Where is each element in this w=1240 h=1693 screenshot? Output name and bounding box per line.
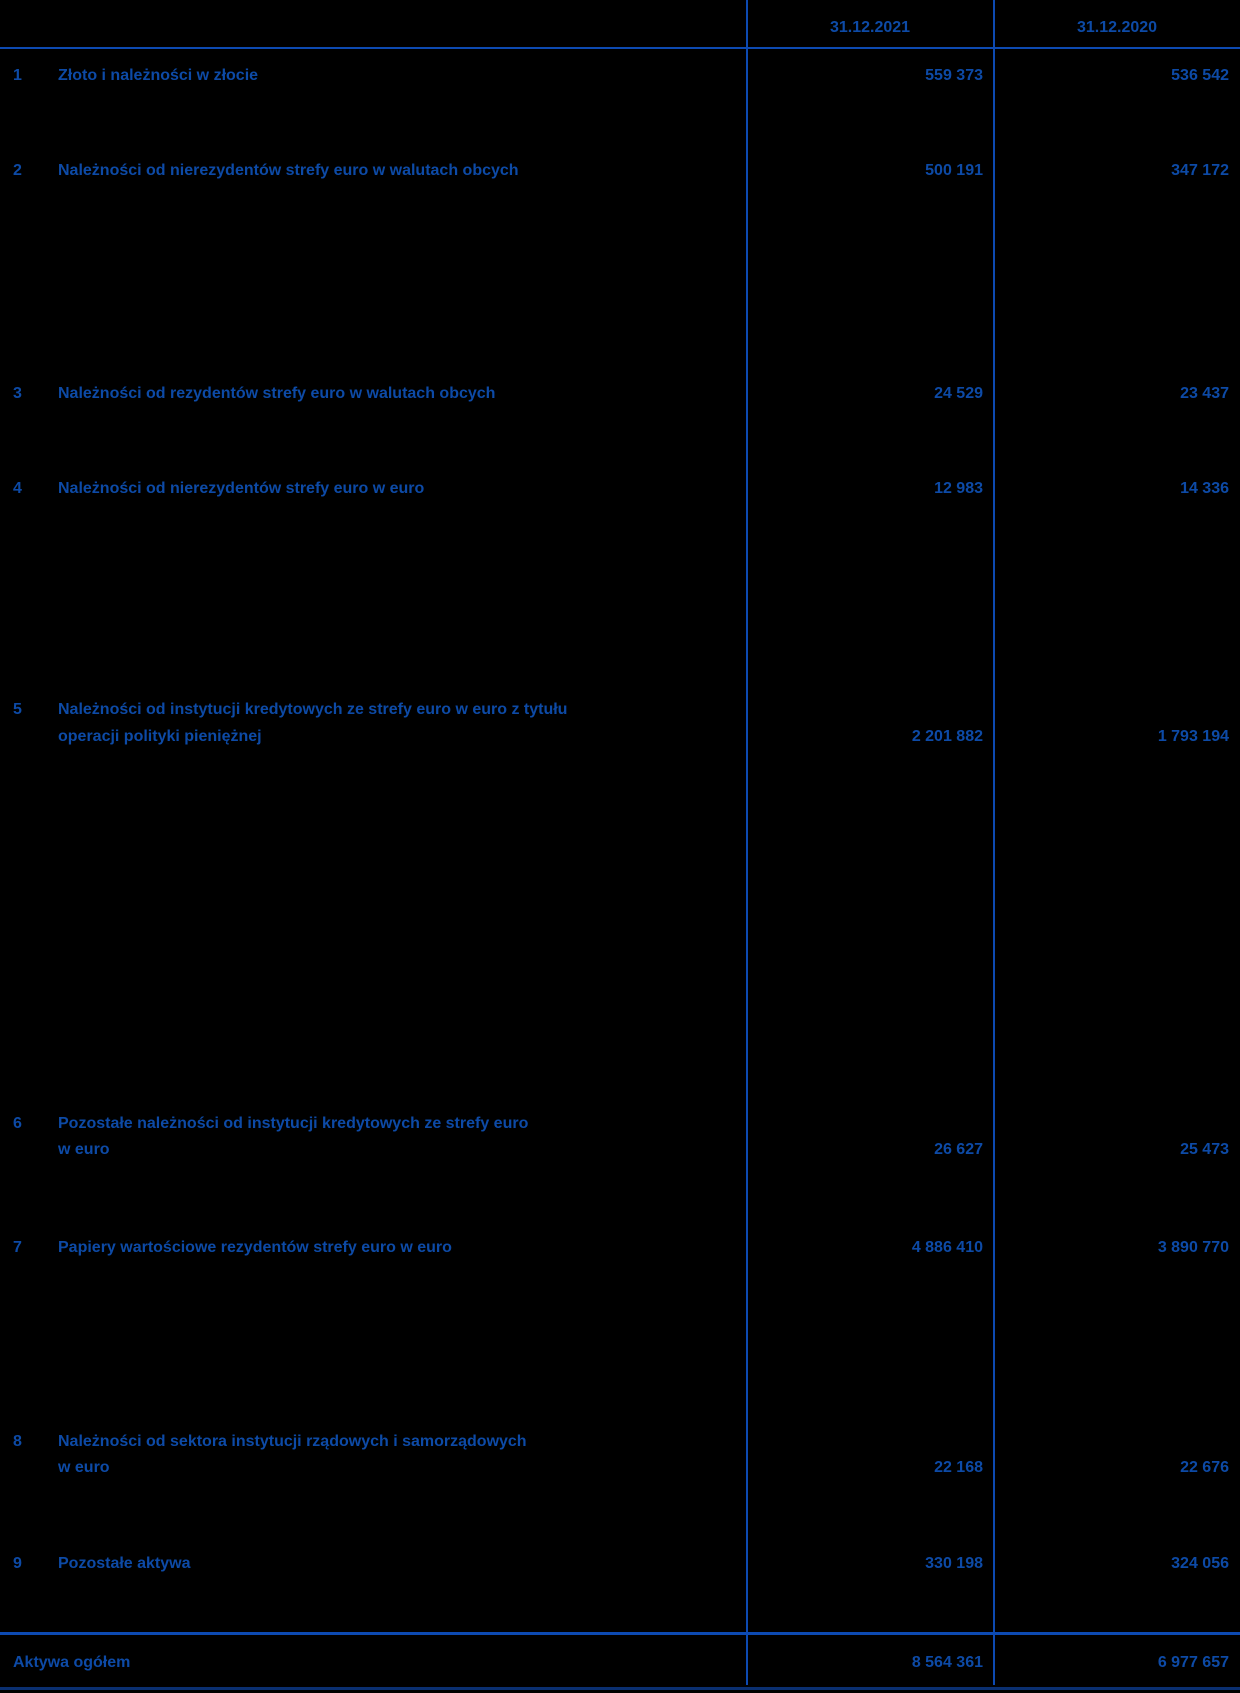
header-rule: [0, 47, 1240, 49]
row-value-2021: 4 886 410: [911, 1239, 983, 1256]
row-label-line1: Należności od nierezydentów strefy euro w walutach obcych: [58, 162, 519, 179]
row-value-2020: 3 890 770: [1157, 1239, 1229, 1256]
column-divider-1: [746, 0, 748, 1685]
row-value-2020: 25 473: [1180, 1141, 1229, 1158]
row-number: 9: [13, 1555, 22, 1572]
row-label-line1: Pozostałe aktywa: [58, 1555, 191, 1572]
row-value-2021: 500 191: [925, 162, 983, 179]
row-value-2021: 330 198: [925, 1555, 983, 1572]
total-value-2021: 8 564 361: [911, 1654, 983, 1671]
row-value-2020: 23 437: [1180, 385, 1229, 402]
row-label-line1: Należności od nierezydentów strefy euro w euro: [58, 480, 425, 497]
row-value-2021: 2 201 882: [911, 728, 983, 745]
row-value-2021: 559 373: [925, 67, 983, 84]
row-label-line1: Papiery wartościowe rezydentów strefy euro w euro: [58, 1239, 452, 1256]
row-label-line1: Należności od sektora instytucji rządowych i samorządowych: [58, 1433, 527, 1450]
row-value-2021: 24 529: [934, 385, 983, 402]
row-label-line1: Należności od rezydentów strefy euro w walutach obcych: [58, 385, 496, 402]
row-number: 7: [13, 1239, 22, 1256]
column-header-2021: 31.12.2021: [829, 19, 911, 36]
total-value-2020: 6 977 657: [1157, 1654, 1229, 1671]
row-value-2020: 536 542: [1171, 67, 1229, 84]
row-value-2020: 22 676: [1180, 1459, 1229, 1476]
row-label-line2: operacji polityki pieniężnej: [58, 728, 262, 745]
column-divider-2: [993, 0, 995, 1685]
column-header-2020: 31.12.2020: [1076, 19, 1158, 36]
row-number: 2: [13, 162, 22, 179]
row-value-2020: 324 056: [1171, 1555, 1229, 1572]
total-rule: [0, 1632, 1240, 1635]
row-number: 1: [13, 67, 22, 84]
total-label: Aktywa ogółem: [13, 1654, 131, 1671]
row-label-line1: Należności od instytucji kredytowych ze strefy euro w euro z tytułu: [58, 701, 568, 718]
row-value-2021: 22 168: [934, 1459, 983, 1476]
row-label-line2: w euro: [58, 1141, 110, 1158]
row-label-line1: Złoto i należności w złocie: [58, 67, 259, 84]
row-value-2021: 12 983: [934, 480, 983, 497]
row-label-line2: w euro: [58, 1459, 110, 1476]
row-value-2021: 26 627: [934, 1141, 983, 1158]
row-number: 6: [13, 1115, 22, 1132]
row-number: 3: [13, 385, 22, 402]
bottom-rule: [0, 1687, 1240, 1690]
row-number: 4: [13, 480, 22, 497]
row-label-line1: Pozostałe należności od instytucji kredytowych ze strefy euro: [58, 1115, 529, 1132]
row-number: 8: [13, 1433, 22, 1450]
row-value-2020: 1 793 194: [1157, 728, 1229, 745]
row-value-2020: 347 172: [1171, 162, 1229, 179]
row-value-2020: 14 336: [1180, 480, 1229, 497]
row-number: 5: [13, 701, 22, 718]
